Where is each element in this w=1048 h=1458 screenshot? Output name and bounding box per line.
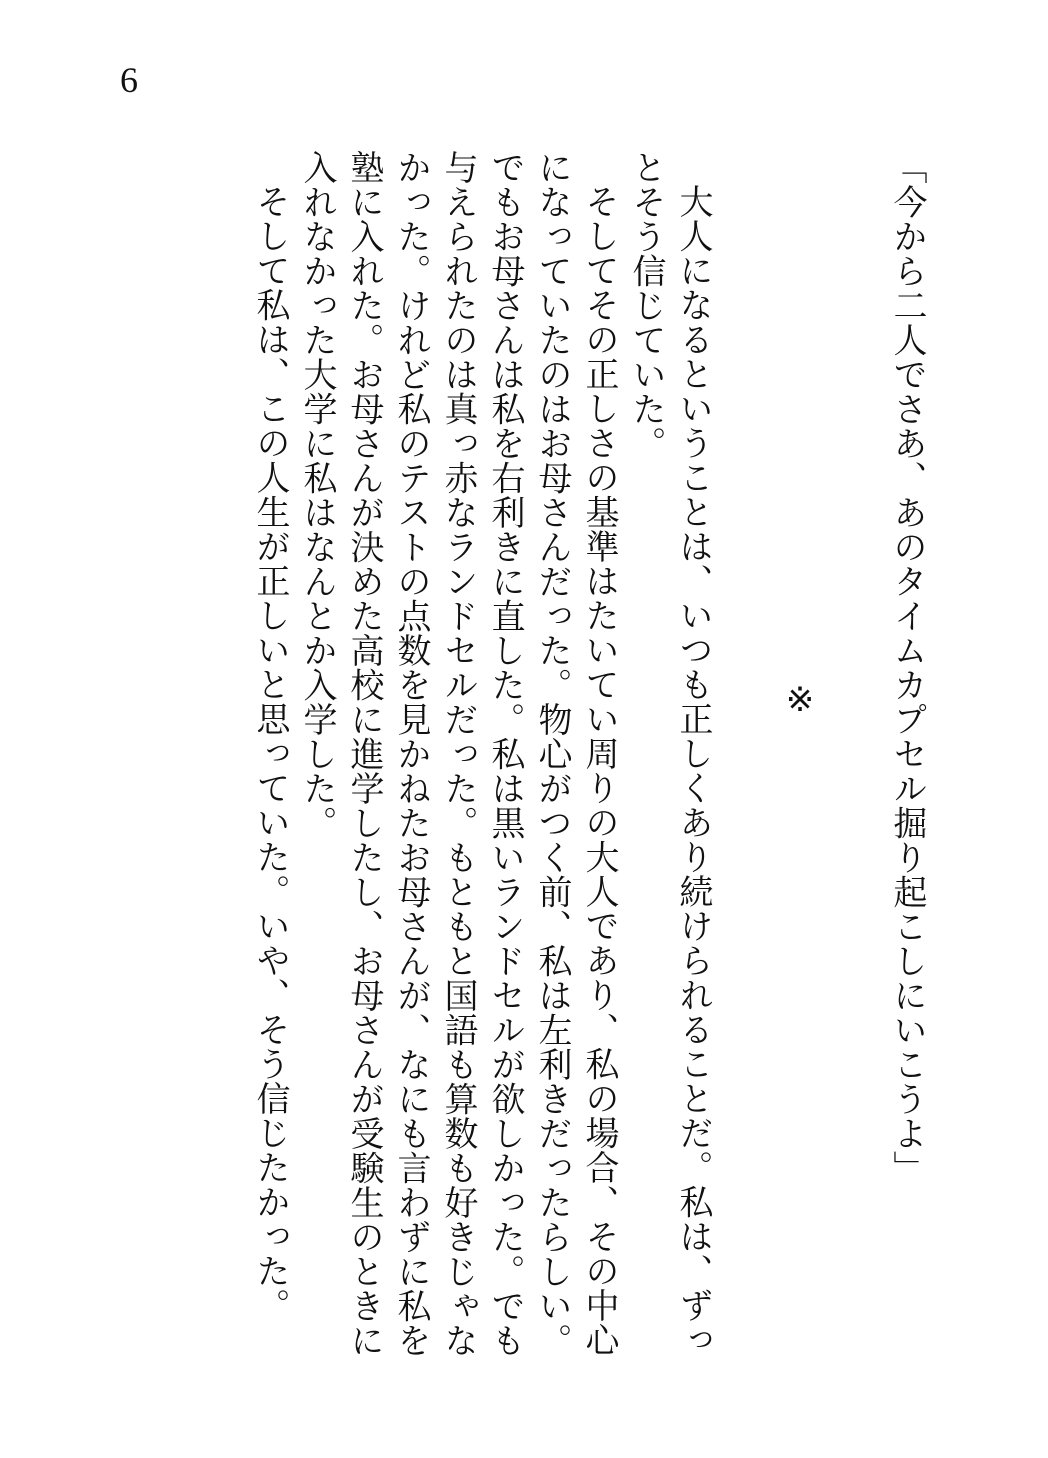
paragraph-2: そしてその正しさの基準はたいてい周りの大人であり、私の場合、その中心になっていたのはお母さんだった。物心がつく前、私は左利きだったらしい。でもお母さんは私を右利きに直した。私は黒いランドセルが欲しかった。でも与えられたのは真っ赤なランドセルだった。もともと国語も算数も好きじゃなかった。けれど私のテストの点数を見かねたお母さんが、なにも言わずに私を塾に入れた。お母さんが決めた高校に進学したし、お母さんが受験生のときに入れなかった大学に私はなんとか入学した。 <box>297 150 619 1358</box>
dialogue-line: 「今から二人でさあ、あのタイムカプセル掘り起こしにいこうよ」 <box>887 150 927 1185</box>
paragraph-3: そして私は、この人生が正しいと思っていた。いや、そう信じたかった。 <box>250 184 290 1323</box>
section-separator: ※ <box>780 680 820 721</box>
body-text <box>150 150 930 1360</box>
page-number: 6 <box>120 60 138 100</box>
paragraph-1: 大人になるということは、いつも正しくあり続けられることだ。私は、ずっとそう信じていた。 <box>626 150 713 1357</box>
